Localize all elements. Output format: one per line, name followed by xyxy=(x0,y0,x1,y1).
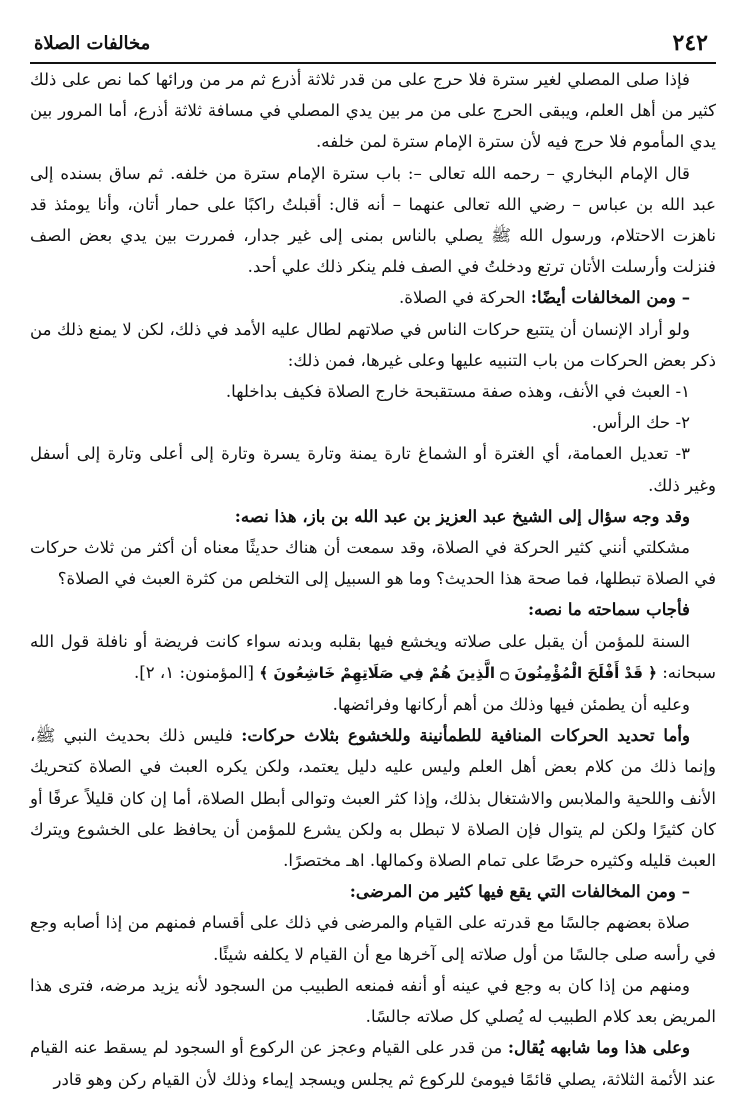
page-number: ٢٤٢ xyxy=(672,30,708,56)
paragraph-bukhari: قال الإمام البخاري – رحمه الله تعالى –: باب سترة الإمام سترة من خلفه. ثم ساق بسنده إلى عبد الله بن عباس – رضي الله تعالى عنهما – أنه قال: أقبلتُ راكبًا على حمار أتان، وأنا يومئذ قد ناهزت الاحتلام، ورسول الله ﷺ يصلي بالناس بمنى إلى غير جدار، فمررت بين يدي بعض الصف فنزلت وأرسلت الأتان ترتع ودخلتُ في الصف فلم ينكر ذلك علي أحد. xyxy=(30,163,716,277)
verse-reference: [المؤمنون: ١، ٢]. xyxy=(133,662,260,682)
paragraph-label: وأما تحديد الحركات المنافية للطمأنينة وللخشوع بثلاث حركات: xyxy=(241,725,690,746)
ruling-label: وعلى هذا وما شابهه يُقال: xyxy=(507,1037,691,1058)
paragraph-movements: ولو أراد الإنسان أن يتتبع حركات الناس في صلاتهم لطال عليه الأمد في ذلك، لكن لا يمنع ذلك من ذكر بعض الحركات من باب التنبيه عليها وعلى غيرها، فمن ذلك: xyxy=(30,319,716,370)
paragraph-sutra: فإذا صلى المصلي لغير سترة فلا حرج على من قدر ثلاثة أذرع ثم مر من ورائها كما نص على ذلك كثير من أهل العلم، ويبقى الحرج على من مر بين يدي المصلي في مسافة ثلاثة أذرع، أما المرور بين يدي المأموم فلا حرج فيه لأن سترة الإمام سترة لمن خلفه. xyxy=(30,70,716,152)
page-header xyxy=(30,22,716,64)
quran-verse: ﴿ قَدْ أَفْلَحَ الْمُؤْمِنُونَ ۝ الَّذِينَ هُمْ فِي صَلَاتِهِمْ خَاشِعُونَ ﴾ xyxy=(259,663,657,682)
paragraph-three-movements xyxy=(30,720,716,876)
paragraph-eye-pain: ومنهم من إذا كان به وجع في عينه أو أنفه فمنعه الطبيب من السجود لأنه يزيد مرضه، فترى هذا المريض بعد كلام الطبيب له يُصلي كل صلاته جالسًا. xyxy=(30,975,716,1027)
answer-heading: فأجاب سماحته ما نصه: xyxy=(528,599,690,620)
question-heading: وقد وجه سؤال إلى الشيخ عبد العزيز بن عبد الله بن باز، هذا نصه: xyxy=(234,505,690,526)
answer-intro: السنة للمؤمن أن يقبل على صلاته ويخشع فيها بقلبه وبدنه سواء كانت فريضة أو نافلة قول الله سبحانه: xyxy=(30,631,716,682)
list-item: ٣- تعديل العمامة، أي الغترة أو الشماغ تارة يمنة وتارة يسرة وتارة إلى أعلى وتارة إلى أسفل وغير ذلك. xyxy=(30,444,716,495)
section-label: – ومن المخالفات أيضًا: xyxy=(530,287,690,308)
list-item: ٢- حك الرأس. xyxy=(591,413,690,433)
paragraph-sitting-prayer: صلاة بعضهم جالسًا مع قدرته على القيام والمرضى في ذلك على أقسام فمنهم من إذا أصابه وجع في رأسه صلى جالسًا من أول صلاته إلى آخرها مع أن القيام لا يكلفه شيئًا. xyxy=(30,913,716,964)
section-movement-heading xyxy=(30,282,716,313)
question-text: مشكلتي أنني كثير الحركة في الصلاة، وقد سمعت أن هناك حديثًا معناه أن أكثر من ثلاث حركات في الصلاة تبطلها، فما صحة هذا الحديث؟ وما هو السبيل إلى التخلص من كثرة العبث في الصلاة؟ xyxy=(30,538,716,589)
paragraph-ruling xyxy=(30,1032,716,1094)
section-sick-heading: – ومن المخالفات التي يقع فيها كثير من المرضى: xyxy=(349,881,690,902)
page-body xyxy=(30,64,716,1095)
ruling-text: من قدر على القيام وعجز عن الركوع أو السجود لم يسقط عنه القيام عند الأئمة الثلاثة، يصلي قائمًا فيومئ للركوع ثم يجلس ويسجد إيماء وذلك لأن القيام ركن وهو قادر xyxy=(30,1038,716,1089)
list-item: ١- العبث في الأنف، وهذه صفة مستقبحة خارج الصلاة فكيف بداخلها. xyxy=(225,382,690,402)
running-title: مخالفات الصلاة xyxy=(34,33,151,54)
section-text: الحركة في الصلاة. xyxy=(399,288,531,308)
answer-text-continued: وعليه أن يطمئن فيها وذلك من أهم أركانها وفرائضها. xyxy=(332,695,690,715)
paragraph-text: فليس ذلك بحديث النبي ﷺ، وإنما ذلك من كلام بعض أهل العلم وليس عليه دليل يعتمد، ولكن يكره العبث في الصلاة كتحريك الأنف واللحية والملابس والاشتغال بذلك، وإذا كثر العبث وتوالى أبطل الصلاة، أما إن كان قليلاً عرفًا أو كان كثيرًا ولكن لم يتوال فإن الصلاة لا تبطل به ولكن يشرع للمؤمن أن يحافظ على الخشوع ويترك العبث قليله وكثيره حرصًا على تمام الصلاة وكمالها. اهـ مختصرًا. xyxy=(30,726,716,871)
answer-text xyxy=(30,626,716,689)
